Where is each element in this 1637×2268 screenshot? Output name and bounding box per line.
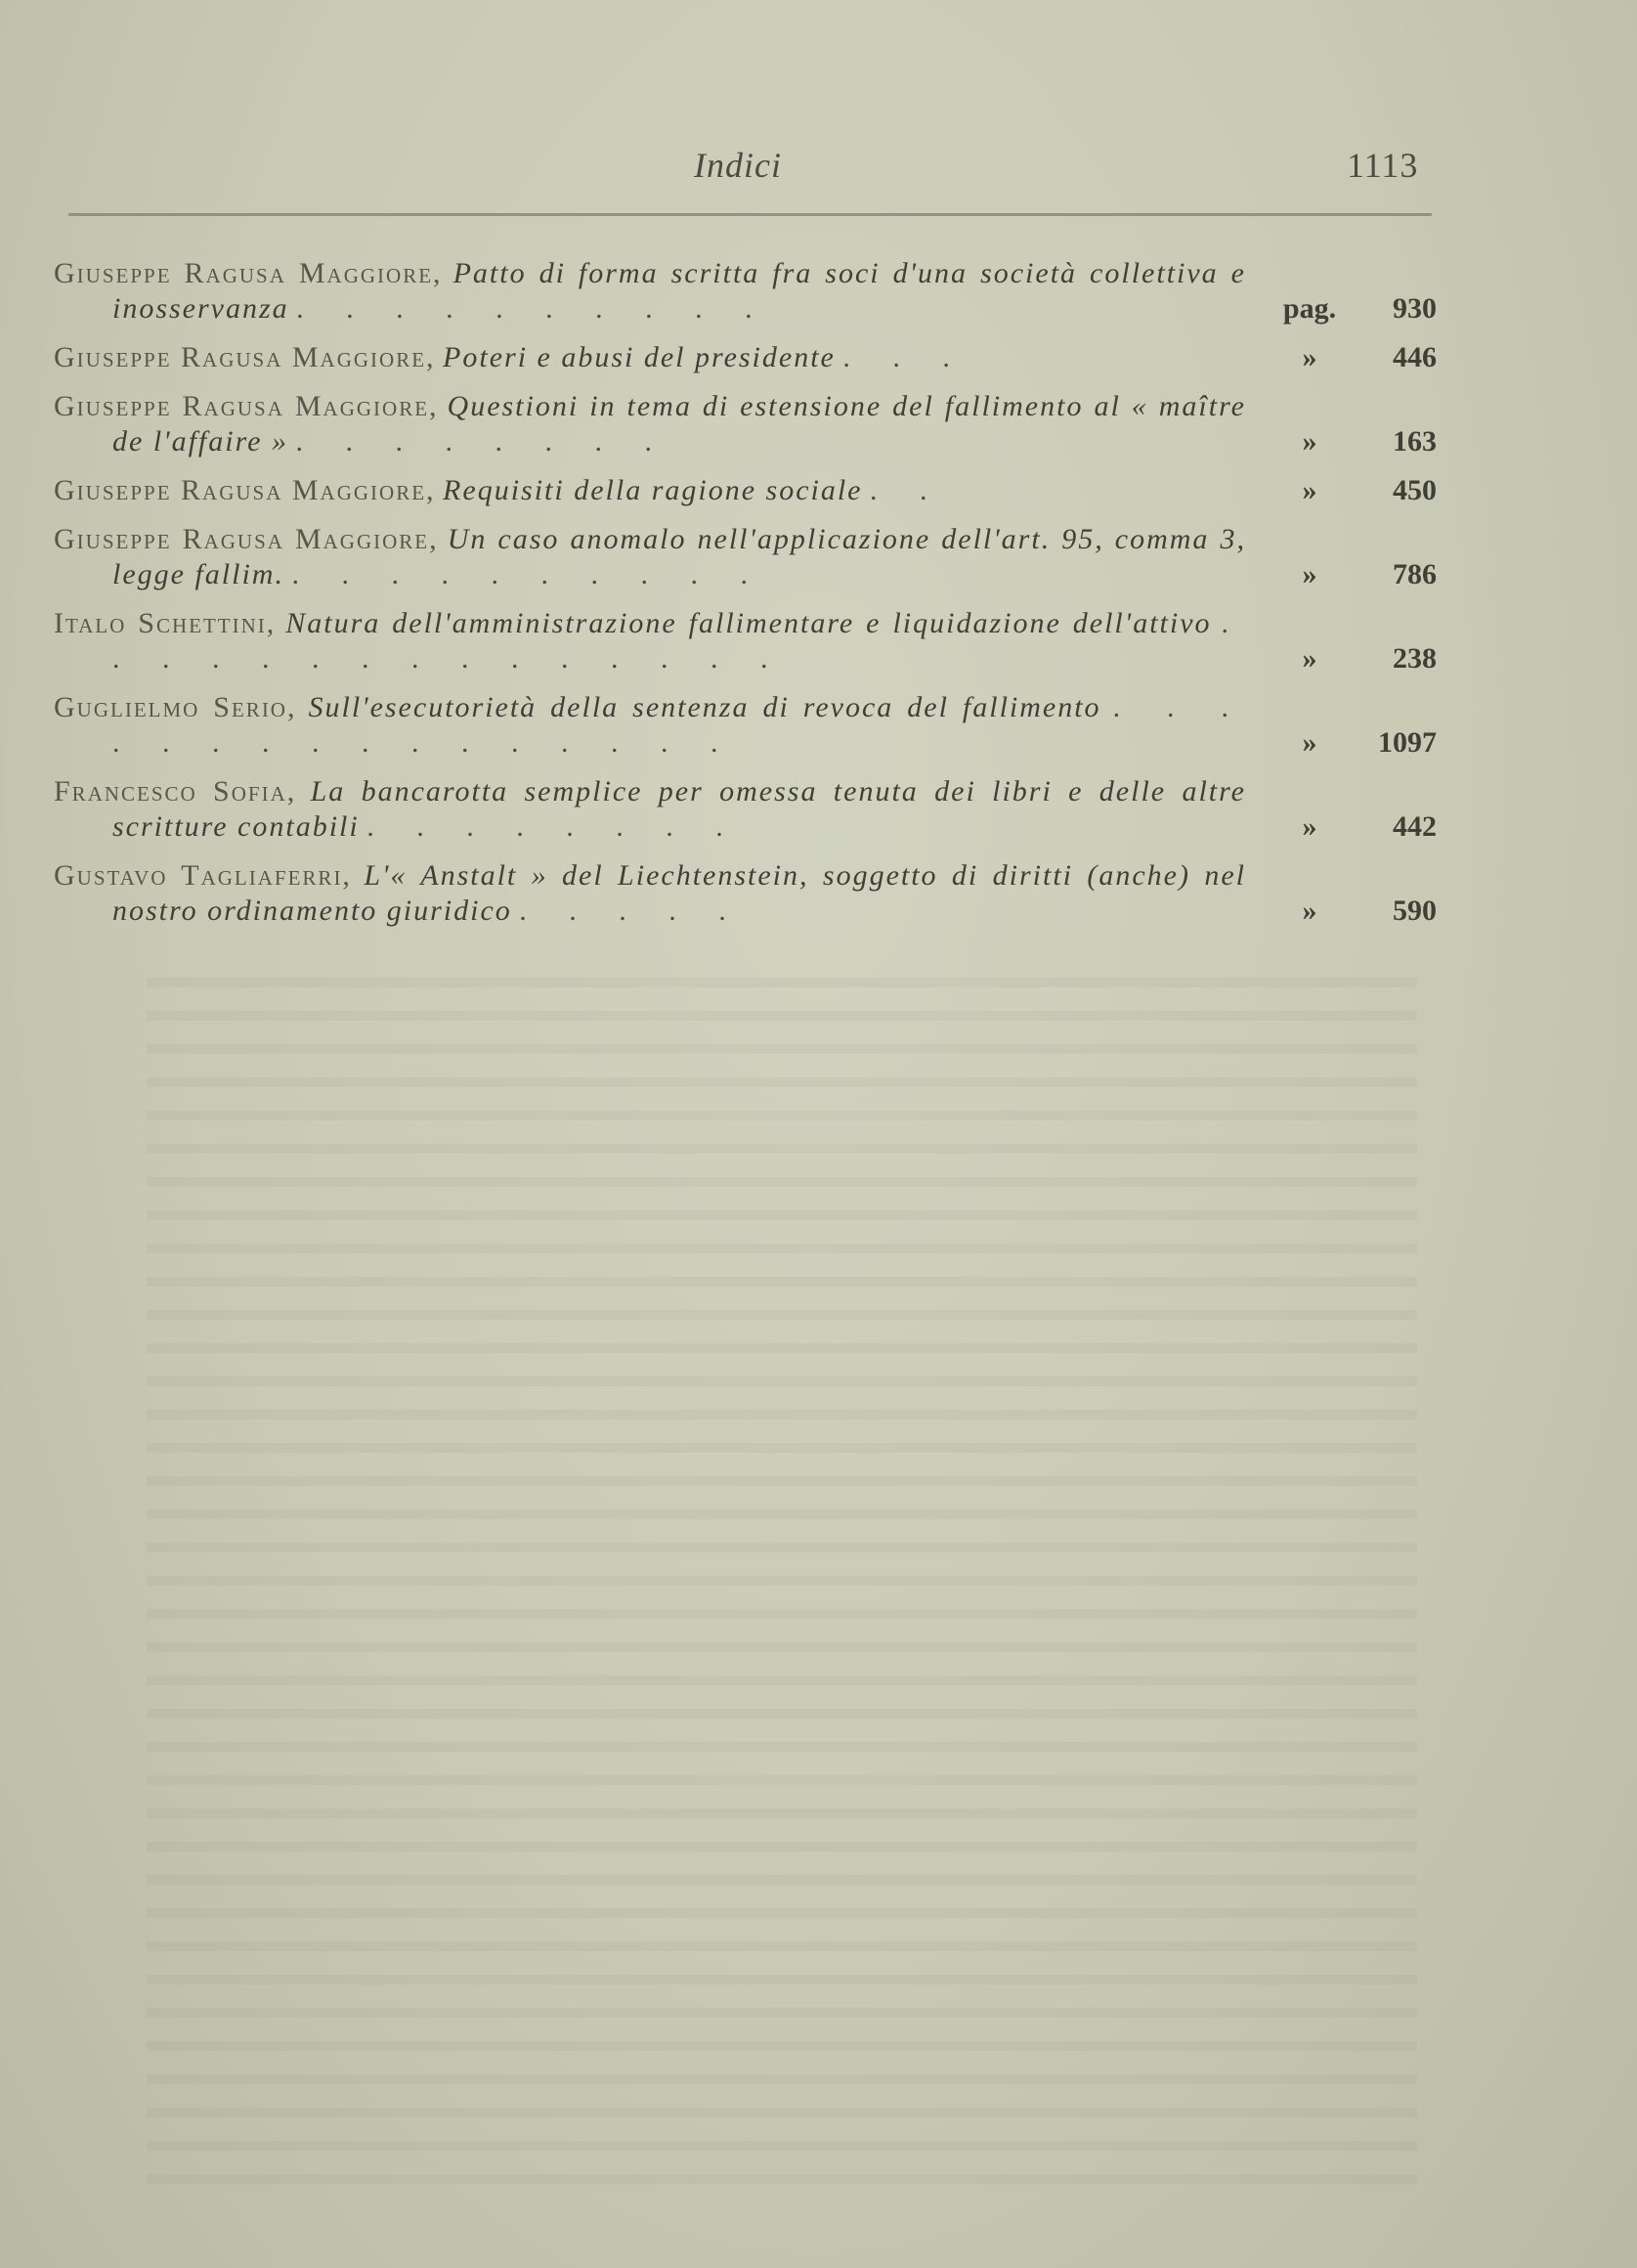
entry-title: L'« Anstalt » del Liechtenstein, soggetto di diritti (anche) nel nostro ordinamento giuridico	[112, 859, 1247, 927]
dot-leader: . . .	[842, 341, 968, 373]
page-ref-prefix: »	[1302, 341, 1317, 373]
entry-title: Patto di forma scritta fra soci d'una società collettiva e inosservanza	[112, 257, 1246, 325]
page-ref-number: 1097	[1378, 726, 1437, 759]
entry-author: Giuseppe Ragusa Maggiore,	[54, 341, 436, 373]
page-ref	[1266, 340, 1437, 375]
page-ref-number: 590	[1393, 894, 1437, 927]
page-ref	[1266, 473, 1437, 508]
entry-author: Italo Schettini,	[54, 607, 277, 639]
entry-title: Poteri e abusi del presidente	[443, 341, 836, 373]
page-ref-number: 238	[1393, 642, 1437, 675]
entry-text	[54, 340, 1246, 375]
dot-leader: . . . . . . . .	[366, 810, 741, 843]
entry-author: Giuseppe Ragusa Maggiore,	[54, 390, 439, 422]
entry-title: La bancarotta semplice per omessa tenuta dei libri e delle altre scritture contabili	[112, 775, 1246, 843]
dot-leader: . . . . . . . . . . . . . . . .	[112, 691, 1247, 759]
entry-text	[54, 473, 1246, 508]
entry-author: Giuseppe Ragusa Maggiore,	[54, 523, 439, 555]
entry-author: Guglielmo Serio,	[54, 691, 297, 723]
index-entry	[54, 389, 1437, 459]
dot-leader: . . . . .	[519, 894, 744, 927]
page-ref-prefix: pag.	[1282, 292, 1337, 325]
entry-text	[54, 256, 1246, 327]
page-ref	[1266, 809, 1437, 845]
entry-text	[54, 389, 1246, 459]
entry-author: Gustavo Tagliaferri,	[54, 859, 352, 892]
index-entry	[54, 774, 1437, 845]
entry-text	[54, 522, 1246, 592]
index-entry	[54, 606, 1437, 676]
index-entry	[54, 690, 1437, 761]
page-ref-prefix: »	[1302, 726, 1317, 759]
entry-author: Giuseppe Ragusa Maggiore,	[54, 257, 443, 289]
entry-text	[54, 690, 1246, 761]
page-ref-number: 442	[1393, 810, 1437, 843]
page-ref	[1266, 641, 1437, 676]
page-ref	[1266, 894, 1437, 929]
dot-leader: . . . . . . . . . .	[296, 292, 770, 325]
entry-title: Natura dell'amministrazione fallimentare e liquidazione dell'attivo	[285, 607, 1212, 639]
page-number: 1113	[1347, 146, 1419, 185]
entry-title: Questioni in tema di estensione del fallimento al « maître de l'affaire »	[112, 390, 1246, 458]
page-ref-prefix: »	[1302, 425, 1317, 458]
dot-leader: . . . . . . . .	[295, 425, 669, 458]
page-ref-prefix: »	[1302, 894, 1317, 927]
page-ref-number: 786	[1393, 558, 1437, 590]
entry-author: Giuseppe Ragusa Maggiore,	[54, 474, 436, 506]
dot-leader: . . . . . . . . . .	[291, 558, 765, 590]
page-ref-prefix: »	[1302, 642, 1317, 675]
entry-title: Requisiti della ragione sociale	[443, 474, 863, 506]
page-ref-prefix: »	[1302, 810, 1317, 843]
dot-leader: . . . . . . . . . . . . . . .	[112, 607, 1246, 675]
page-ref-prefix: »	[1302, 474, 1317, 506]
entry-author: Francesco Sofia,	[54, 775, 297, 807]
page-ref	[1266, 557, 1437, 592]
entry-title: Un caso anomalo nell'applicazione dell'art. 95, comma 3, legge fallim.	[112, 523, 1246, 590]
page-ref-number: 450	[1393, 474, 1437, 506]
index-entry	[54, 256, 1437, 327]
entry-text	[54, 606, 1246, 676]
index-entry	[54, 858, 1437, 929]
index-entry	[54, 340, 1437, 375]
header-rule	[68, 213, 1432, 216]
page-ref	[1266, 291, 1437, 327]
page-ref-prefix: »	[1302, 558, 1317, 590]
page-ref	[1266, 725, 1437, 761]
dot-leader: . .	[870, 474, 945, 506]
show-through-texture	[147, 978, 1417, 2200]
running-title: Indici	[694, 146, 782, 185]
index-entry	[54, 522, 1437, 592]
index-list	[54, 256, 1437, 942]
page-ref-number: 930	[1393, 292, 1437, 325]
page-ref-number: 163	[1393, 425, 1437, 458]
page-ref	[1266, 424, 1437, 459]
entry-text	[54, 858, 1246, 929]
entry-text	[54, 774, 1246, 845]
entry-title: Sull'esecutorietà della sentenza di revoca del fallimento	[308, 691, 1101, 723]
page-ref-number: 446	[1393, 341, 1437, 373]
running-head	[0, 145, 1637, 194]
index-entry	[54, 473, 1437, 508]
